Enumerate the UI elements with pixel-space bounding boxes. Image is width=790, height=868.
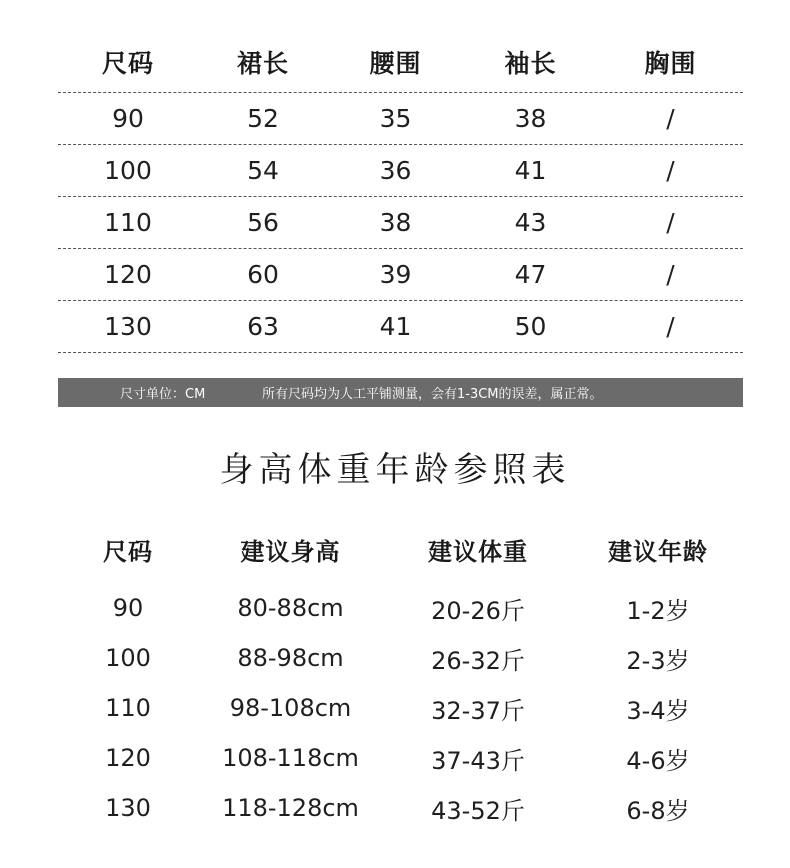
height-cell: 80-88cm (237, 594, 344, 622)
size-cell: 120 (104, 260, 152, 289)
waist-cell: 41 (379, 312, 412, 341)
size-cell: 90 (112, 594, 144, 622)
age-cell: 4-6岁 (626, 746, 690, 775)
skirt-length-cell: 60 (247, 260, 279, 289)
weight-cell: 37-43斤 (431, 746, 525, 775)
sleeve-length-cell: 43 (514, 208, 547, 237)
waist-cell: 38 (379, 208, 412, 237)
table-row (58, 93, 743, 145)
measurement-note-bar (58, 378, 743, 407)
size-cell: 110 (104, 208, 152, 237)
table-row (58, 733, 743, 783)
header-size: 尺码 (101, 49, 154, 78)
chest-cell: / (666, 260, 675, 289)
table-row (58, 633, 743, 683)
reference-table (58, 525, 743, 833)
skirt-length-cell: 63 (247, 312, 279, 341)
header-skirt-length: 裙长 (236, 49, 289, 78)
weight-cell: 26-32斤 (431, 646, 525, 675)
table-row (58, 683, 743, 733)
table-row (58, 249, 743, 301)
header-sleeve-length: 袖长 (504, 49, 557, 78)
table-row (58, 301, 743, 353)
size-cell: 100 (104, 156, 152, 185)
size-cell: 90 (112, 104, 144, 133)
size-table-header-row (58, 32, 743, 93)
chest-cell: / (666, 312, 675, 341)
weight-cell: 32-37斤 (431, 696, 525, 725)
reference-title: 身高体重年龄参照表 (219, 450, 571, 490)
header-waist: 腰围 (369, 49, 422, 78)
size-cell: 130 (104, 312, 152, 341)
waist-cell: 36 (379, 156, 412, 185)
weight-cell: 43-52斤 (431, 796, 525, 825)
size-cell: 100 (105, 644, 151, 672)
header-suggested-height: 建议身高 (240, 537, 341, 566)
skirt-length-cell: 54 (247, 156, 279, 185)
sleeve-length-cell: 50 (514, 312, 547, 341)
header-size: 尺码 (103, 537, 153, 566)
reference-header-row (58, 525, 743, 573)
age-cell: 3-4岁 (626, 696, 690, 725)
size-cell: 120 (105, 744, 151, 772)
unit-note: 尺寸单位：CM (120, 387, 206, 402)
chest-cell: / (666, 104, 675, 133)
size-table (58, 32, 743, 353)
waist-cell: 35 (379, 104, 412, 133)
sleeve-length-cell: 47 (514, 260, 547, 289)
chest-cell: / (666, 156, 675, 185)
skirt-length-cell: 52 (247, 104, 279, 133)
age-cell: 1-2岁 (626, 596, 690, 625)
size-cell: 110 (105, 694, 151, 722)
weight-cell: 20-26斤 (431, 596, 525, 625)
skirt-length-cell: 56 (247, 208, 279, 237)
height-cell: 88-98cm (237, 644, 344, 672)
table-row (58, 783, 743, 833)
header-suggested-age: 建议年龄 (608, 537, 708, 566)
age-cell: 2-3岁 (626, 646, 690, 675)
height-cell: 118-128cm (222, 794, 359, 822)
table-row (58, 145, 743, 197)
sleeve-length-cell: 41 (514, 156, 547, 185)
height-cell: 108-118cm (222, 744, 359, 772)
header-chest: 胸围 (644, 49, 697, 78)
table-row (58, 197, 743, 249)
tolerance-note: 所有尺码均为人工平铺测量，会有1-3CM的误差，属正常。 (262, 387, 603, 402)
height-cell: 98-108cm (229, 694, 352, 722)
waist-cell: 39 (379, 260, 412, 289)
sleeve-length-cell: 38 (514, 104, 547, 133)
age-cell: 6-8岁 (626, 796, 690, 825)
table-row (58, 583, 743, 633)
header-suggested-weight: 建议体重 (428, 537, 528, 566)
size-cell: 130 (105, 794, 151, 822)
chest-cell: / (666, 208, 675, 237)
